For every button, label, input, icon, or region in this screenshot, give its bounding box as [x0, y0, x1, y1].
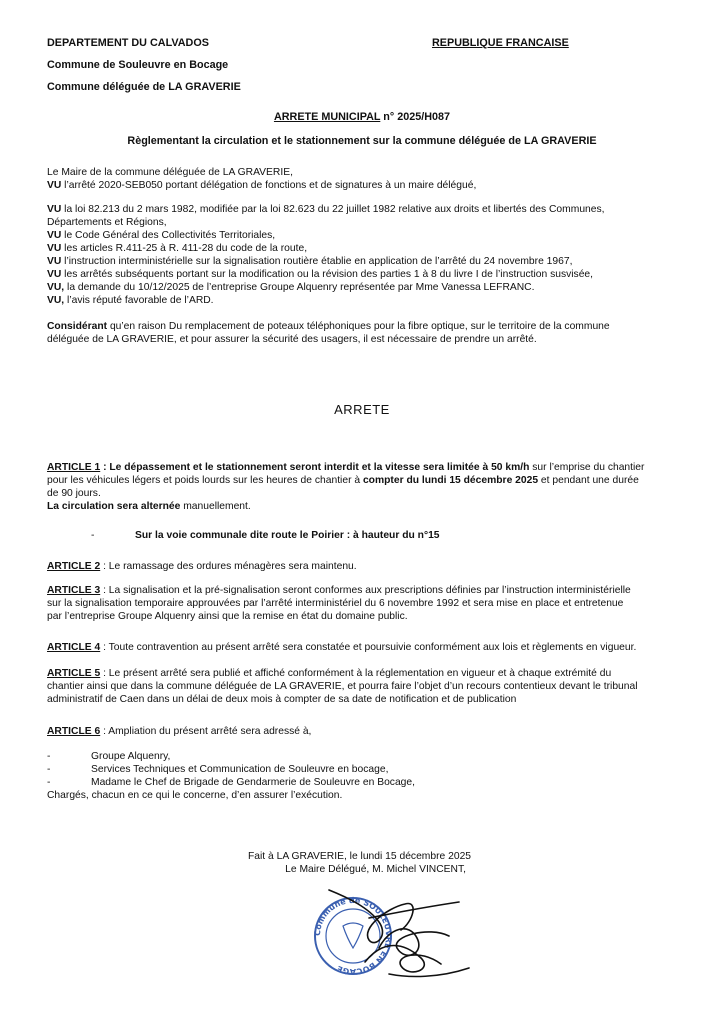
- vu-2: VU la loi 82.213 du 2 mars 1982, modifiée par la loi 82.623 du 22 juillet 1982 relative aux droits et libertés des Communes,: [47, 204, 605, 215]
- vu-4: VU les articles R.411-25 à R. 411-28 du code de la route,: [47, 243, 308, 254]
- article-6-label: ARTICLE 6: [47, 726, 101, 737]
- vu-7: VU, la demande du 10/12/2025 de l’entreprise Groupe Alquenry représentée par Mme Vanessa LEFRANC.: [47, 282, 535, 293]
- article-3-label: ARTICLE 3: [47, 585, 101, 596]
- arrete-subtitle: Règlementant la circulation et le stationnement sur la commune déléguée de LA GRAVERIE: [127, 135, 597, 147]
- recipient: - Madame le Chef de Brigade de Gendarmerie de Souleuvre en Bocage,: [47, 777, 415, 788]
- article-2: ARTICLE 2 : Le ramassage des ordures ménagères sera maintenu.: [47, 561, 357, 572]
- article-1-bullet: - Sur la voie communale dite route le Poirier : à hauteur du n°15: [91, 530, 440, 541]
- considerant-cont: déléguée de LA GRAVERIE, et pour assurer la sécurité des usagers, il est nécessaire de prendre un arrêté.: [47, 334, 537, 345]
- vu-6: VU les arrêtés subséquents portant sur la modification ou la révision des parties 1 à 8 du livre I de l’instruction susvisée,: [47, 269, 594, 280]
- arrete-number: n° 2025/H087: [380, 111, 451, 123]
- article-3: ARTICLE 3 : La signalisation et la pré-signalisation seront conformes aux prescriptions définies par l’instruction interministérielle sur la signalisation temporaire approuvées par l’arrêté interministériel du 6 novembre 1992 et sera mise en place et entretenue par l’entreprise Groupe Alquenry ainsi que la remise en état du domaine public.: [47, 585, 631, 622]
- vu-3: VU le Code Général des Collectivités Territoriales,: [47, 230, 276, 241]
- considerant: Considérant qu’en raison Du remplacement de poteaux téléphoniques pour la fibre optique, sur le territoire de la commune: [47, 321, 610, 332]
- article-1-label: ARTICLE 1: [47, 462, 101, 473]
- article-6: ARTICLE 6 : Ampliation du présent arrêté sera adressé à, - Groupe Alquenry, - Services Techniques et Communication de Souleuvre en bocage, - Madame le Chef de Brigade de Gendarmerie de Souleuvre en Bocage, Chargés, chacun en ce qui le concerne, d’en assurer l’exécution.: [47, 725, 687, 802]
- vu-5: VU l’instruction interministérielle sur la signalisation routière établie en application de l’arrêté du 24 novembre 1967,: [47, 256, 573, 267]
- article-5-label: ARTICLE 5: [47, 668, 101, 679]
- departement: DEPARTEMENT DU CALVADOS: [47, 37, 209, 49]
- seal-text: Commune de SOULEUVRE EN BOCAGE: [312, 895, 394, 977]
- place-date: Fait à LA GRAVERIE, le lundi 15 décembre 2025: [248, 851, 472, 862]
- article-2-label: ARTICLE 2: [47, 561, 101, 572]
- vu-1: VU l’arrêté 2020-SEB050 portant délégation de fonctions et de signatures à un maire délégué,: [47, 180, 477, 191]
- closing: Chargés, chacun en ce qui le concerne, d’en assurer l’exécution.: [47, 790, 343, 801]
- article-4-label: ARTICLE 4: [47, 642, 101, 653]
- article-1: ARTICLE 1 : Le dépassement et le stationnement seront interdit et la vitesse sera limitée à 50 km/h sur l’emprise du chantier pour les véhicules légers et poids lourds sur les heures de chantier à compter du lundi 15 décembre 2025 et pendant une durée de 90 jours. La circulation sera alternée manuellement. - Sur la voie communale dite route le Poirier : à hauteur du n°15: [47, 461, 687, 542]
- article-5: ARTICLE 5 : Le présent arrêté sera publié et affiché conformément à la réglementation en vigueur et à chaque extrémité du chantier ainsi que dans la commune déléguée de LA GRAVERIE, et pourra faire l’objet d’un recours contentieux devant le tribunal administratif de Caen dans un délai de deux mois à compter de sa date de notification et de publication: [47, 668, 638, 705]
- vu-8: VU, l’avis réputé favorable de l’ARD.: [47, 295, 214, 306]
- seal-and-signature: [309, 878, 479, 998]
- recipient: - Groupe Alquenry,: [47, 751, 171, 762]
- republique: REPUBLIQUE FRANCAISE: [432, 37, 569, 49]
- header-left: [47, 37, 241, 103]
- article-4: ARTICLE 4 : Toute contravention au présent arrêté sera constatée et poursuivie conformément aux lois et règlements en vigueur.: [47, 642, 637, 653]
- commune-deleguee: Commune déléguée de LA GRAVERIE: [47, 81, 241, 93]
- intro: Le Maire de la commune déléguée de LA GRAVERIE,: [47, 167, 293, 178]
- arrete-label: ARRETE MUNICIPAL: [273, 111, 381, 123]
- preamble: [47, 166, 687, 346]
- signature-block: [248, 850, 472, 876]
- arrete-title: [0, 111, 724, 124]
- arrete-heading: ARRETE: [334, 402, 390, 417]
- vu-2-cont: Départements et Régions,: [47, 217, 167, 228]
- commune: Commune de Souleuvre en Bocage: [47, 59, 229, 71]
- signer: Le Maire Délégué, M. Michel VINCENT,: [285, 864, 466, 875]
- recipient: - Services Techniques et Communication de Souleuvre en bocage,: [47, 764, 389, 775]
